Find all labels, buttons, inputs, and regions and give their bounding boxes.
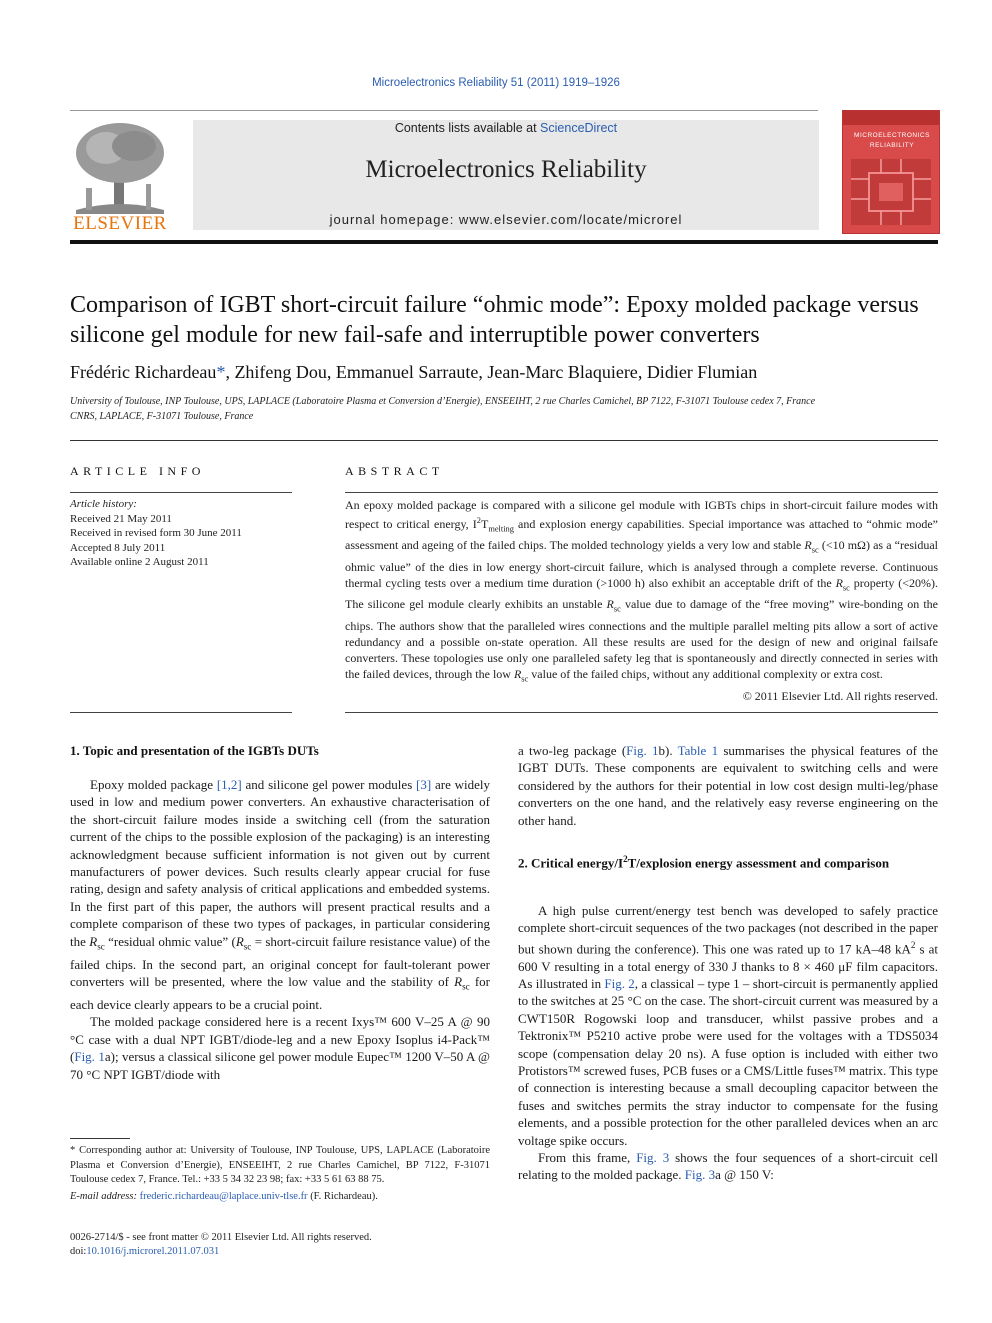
history-item: Received 21 May 2011: [70, 512, 172, 525]
email-label: E-mail address:: [70, 1190, 140, 1202]
article-info-heading: ARTICLE INFO: [70, 464, 205, 478]
right-column-intro: a two-leg package (Fig. 1b). Table 1 summarises the physical features of the IGBT DUTs. These components are equivalent to switching cells and were considered by the authors for their potential in low cost design multi-leg/phase converters on the one hand, and the relatively easy reverse engineering on the other hand.: [518, 743, 939, 828]
footnote-rule: [70, 1138, 130, 1139]
author-name[interactable]: Didier Flumian: [646, 362, 758, 382]
author-name[interactable]: Zhifeng Dou: [234, 362, 327, 382]
doi-label: doi:: [70, 1246, 87, 1257]
contents-line: [193, 121, 819, 135]
table-link[interactable]: Table 1: [677, 743, 719, 758]
fig-link[interactable]: Fig. 3: [636, 1150, 670, 1166]
footnote: [70, 1144, 490, 1204]
front-matter-line: [70, 1231, 490, 1259]
doi-link[interactable]: 10.1016/j.microrel.2011.07.031: [86, 1246, 220, 1257]
sciencedirect-link[interactable]: ScienceDirect: [540, 121, 618, 135]
doi-line: [70, 1245, 490, 1259]
section-1-heading: 1. Topic and presentation of the IGBTs DUTs: [70, 743, 319, 758]
cover-title: MICROELECTRONICS RELIABILITY: [854, 132, 930, 149]
abstract-heading: ABSTRACT: [345, 464, 444, 478]
author-email-link[interactable]: frederic.richardeau@laplace.univ-tlse.fr: [139, 1190, 308, 1202]
journal-cover-thumbnail[interactable]: [842, 110, 940, 234]
fig-link[interactable]: Fig. 1: [74, 1049, 105, 1065]
abstract-bottom-rule: [345, 712, 938, 713]
email-suffix: (F. Richardeau).: [307, 1190, 378, 1202]
section-2-heading-part: 2. Critical energy/I: [518, 855, 624, 871]
ref-link[interactable]: [1,2]: [216, 777, 242, 792]
article-info-rule: [70, 492, 292, 493]
corresponding-author-note: * Corresponding author at: University of Toulouse, INP Toulouse, UPS, LAPLACE (Laboratoire Plasma et Conversion d’Energie), ENSEEIHT, 2 rue Charles Camichel, BP 7122, F-31071 Toulouse cedex 7, France. Tel.: +33 5 34 32 23 98; fax: +33 5 61 63 88 75.: [70, 1145, 490, 1185]
fig-link[interactable]: Fig. 2: [604, 975, 635, 991]
contents-prefix: Contents lists available at: [394, 121, 541, 135]
history-item: Available online 2 August 2011: [70, 556, 209, 568]
elsevier-logo[interactable]: [66, 118, 174, 234]
section-2-heading: 2. Critical energy/$I^2T$/explosion energy assessment and comparison: [518, 854, 890, 871]
affiliation-line: University of Toulouse, INP Toulouse, UPS, LAPLACE (Laboratoire Plasma et Conversion d’Energie), ENSEEIHT, 2 rue Charles Camichel, BP 7122, F-31071 Toulouse cedex 7, France: [70, 396, 816, 407]
left-column-body: Epoxy molded package [1,2] and silicone gel power modules [3] are widely used in low and medium power converters. An exhaustive characterisation of the short-circuit failure modes inside a switching cell (from the saturation current of the chips to the possible explosion of the packaging) is an interesting acknowledgment because sufficient information is not given out by current manufacturers of power devices. Such results clearly appear crucial for fuse rating, design and safety analysis of critical applications and embedded systems. In the first part of this paper, the authors will present practical results and a complete comparison of these two types of packages, in particular considering the $R_{sc}$ “residual ohmic value” ($R_{sc}$ = short-circuit failure resistance value) of the failed chips. In the second part, an original concept for fault-tolerant power converters will be presented, where the low value and the stability of $R_{sc}$ for each device clearly appears to be a crucial point. The molded package considered here is a recent Ixys™ 600 V–25 A @ 90 °C case with a dual NPT IGBT/diode-leg and a new Epoxy Isoplus i4-Pack™ (Fig. 1a); versus a classical silicone gel power module Eupec™ 1200 V–50 A @ 70 °C NPT IGBT/diode with: [70, 777, 490, 1082]
header-thick-rule: [70, 240, 938, 244]
journal-homepage[interactable]: journal homepage: www.elsevier.com/locate/microrel: [329, 212, 683, 227]
issn-line: 0026-2714/$ - see front matter © 2011 Elsevier Ltd. All rights reserved.: [70, 1232, 372, 1243]
author-name[interactable]: Emmanuel Sarraute: [335, 362, 479, 382]
right-column-body: A high pulse current/energy test bench was developed to safely practice complete short-circuit sequences of the two packages (not described in the paper but shown during the conference). This one was rated up to 17 kA–48 $kA^2$ s at 600 V resulting in a total energy of 330 J thanks to 8 × 460 μF film capacitors. As illustrated in Fig. 2, a classical – type 1 – short-circuit is permanently applied to the switches at 25 °C on the case. The short-circuit current was measured by a CWT150R Rogowski loop and transducer, whilst passive probes and a Tektronix™ P5210 active probe were used for the voltages with a TDS5034 scope (compensation delay 20 ns). A fuse option is included with either two Protistors™ screwed fuses, PCB fuses or a CMS/Little fuses™ matrix. This type of connection is interesting because a small decoupling capacitor between the fuses and switches permits the stray inductor to compensate for the fusing elements, and a possible protection for the other paralleled devices when an arc voltage spike occurs. From this frame, Fig. 3 shows the four sequences of a short-circuit cell relating to the molded package. Fig. 3a @ 150 V:: [518, 903, 939, 1183]
history-label: Article history:: [70, 498, 137, 510]
abstract-text: An epoxy molded package is compared with a silicone gel module with IGBTs chips in short-circuit failure modes with respect to critical energy, $I^2T_{melting}$ and explosion energy capabilities. Special importance was attached to “ohmic mode” assessment and ageing of the failed chips. The molded technology yields a very low and stable $R_{sc}$ (<10 mΩ) as a “residual ohmic value” of the dies in low energy short-circuit failure, which is analysed through a complete reverse. Continuous thermal cycling tests over a medium time duration (>1000 h) also exhibit an acceptable drift of the $R_{sc}$ property (<20%). The silicone gel module clearly exhibits an unstable $R_{sc}$ value due to damage of the “free moving” wire-bonding on the chips. The authors show that the paralleled wires connections and the multiple parallel melting pits allow a sort of active redundancy and a possible on-state operation. All these results are used for the design of new and original failsafe converters. These topologies use only one paralleled safety leg that is spontaneously and directly connected in series with the failed devices, through the low $R_{sc}$ value of the failed chips, without any additional complexity or extra cost.: [345, 498, 938, 683]
title-bottom-rule: [70, 440, 938, 441]
journal-citation[interactable]: Microelectronics Reliability 51 (2011) 1919–1926: [372, 77, 620, 89]
author-list: Frédéric Richardeau*, Zhifeng Dou, Emmanuel Sarraute, Jean-Marc Blaquiere, Didier Flumian: [70, 362, 758, 382]
cover-band: [843, 111, 939, 125]
history-item: Accepted 8 July 2011: [70, 541, 166, 554]
article-title: Comparison of IGBT short-circuit failure “ohmic mode”: Epoxy molded package versus silicone gel module for new fail-safe and interruptible power converters: [70, 292, 919, 348]
header-top-rule: [70, 110, 818, 111]
journal-title: Microelectronics Reliability: [365, 156, 647, 183]
author-name[interactable]: Jean-Marc Blaquiere: [487, 362, 638, 382]
article-history: [70, 497, 292, 570]
ref-link[interactable]: [3]: [416, 777, 432, 792]
cover-circuit-icon: [851, 159, 931, 225]
fig-link[interactable]: Fig. 1: [626, 743, 659, 758]
history-item: Received in revised form 30 June 2011: [70, 527, 242, 539]
corresponding-author-mark[interactable]: *: [216, 362, 226, 382]
abstract-rule: [345, 492, 938, 493]
fig-link[interactable]: Fig. 3: [684, 1167, 716, 1183]
affiliation-line: CNRS, LAPLACE, F-31071 Toulouse, France: [70, 411, 254, 422]
article-info-bottom-rule: [70, 712, 292, 713]
section-2-heading-part: T/explosion energy assessment and comparison: [627, 855, 890, 871]
elsevier-wordmark: ELSEVIER: [73, 213, 167, 234]
email-line: [70, 1190, 490, 1205]
author-name[interactable]: Frédéric Richardeau: [70, 362, 217, 382]
copyright-line: © 2011 Elsevier Ltd. All rights reserved.: [742, 689, 938, 703]
affiliations: [70, 394, 940, 424]
